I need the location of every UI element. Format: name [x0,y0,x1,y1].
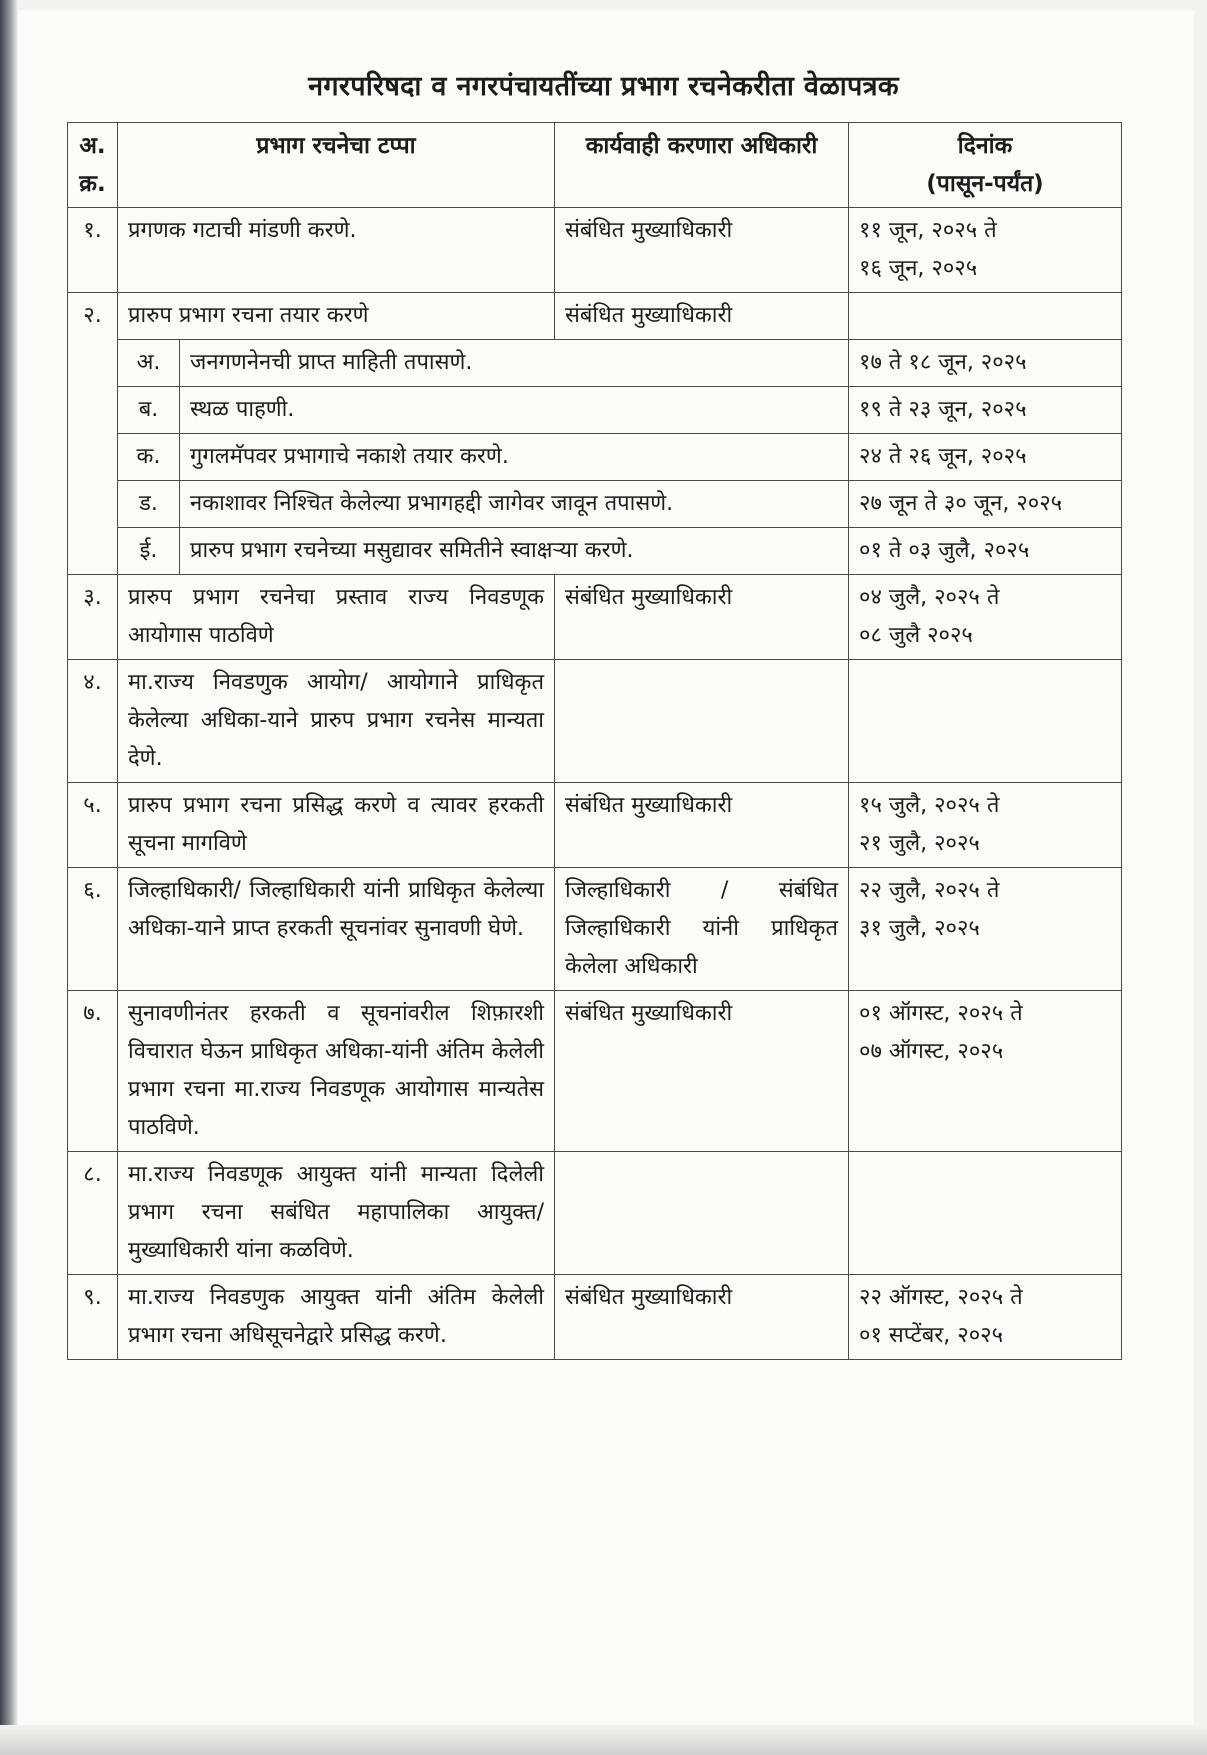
table-row [68,868,1122,991]
document-title: नगरपरिषदा व नगरपंचायतींच्या प्रभाग रचनेकरीता वेळापत्रक [308,71,899,102]
table-row [68,575,1122,660]
row-stage: प्रारुप प्रभाग रचनेचा प्रस्ताव राज्य निवडणूक आयोगास पाठविणे [118,575,555,660]
header-serial-line2: क्र. [79,171,106,197]
table-row [68,1275,1122,1360]
sub-row-text: स्थळ पाहणी. [180,387,849,434]
table-row [68,1152,1122,1275]
sub-row-date: २७ जून ते ३० जून, २०२५ [849,481,1122,528]
schedule-table [67,122,1122,1360]
date-from: १५ जुलै, २०२५ ते [859,793,1000,818]
row-stage: प्रारुप प्रभाग रचना तयार करणे [118,293,555,340]
row-officer: संबंधित मुख्याधिकारी [555,783,849,868]
sub-row-letter: अ. [118,340,180,387]
sub-row [68,481,1122,528]
row-stage: मा.राज्य निवडणुक आयोग/ आयोगाने प्राधिकृत केलेल्या अधिका-याने प्रारुप प्रभाग रचनेस मान्यता देणे. [118,660,555,783]
table-row [68,293,1122,340]
row-stage: जिल्हाधिकारी/ जिल्हाधिकारी यांनी प्राधिकृत केलेल्या अधिका-याने प्राप्त हरकती सूचनांवर सुनावणी घेणे. [118,868,555,991]
date-to: ०७ ऑगस्ट, २०२५ [859,1039,1004,1064]
row-stage: सुनावणीनंतर हरकती व सूचनांवरील शिफ़ारशी विचारात घेऊन प्राधिकृत अधिका-यांनी अंतिम केलेली प्रभाग रचना मा.राज्य निवडणूक आयोगास मान्यतेस पाठविणे. [118,991,555,1152]
row-date [849,660,1122,783]
sub-row-text: गुगलमॅपवर प्रभागाचे नकाशे तयार करणे. [180,434,849,481]
row-serial: ७. [68,991,118,1152]
row-serial: ८. [68,1152,118,1275]
sub-row [68,434,1122,481]
row-officer: संबंधित मुख्याधिकारी [555,293,849,340]
header-stage: प्रभाग रचनेचा टप्पा [118,123,555,208]
row-date [849,575,1122,660]
date-from: ११ जून, २०२५ ते [859,218,997,243]
header-officer: कार्यवाही करणारा अधिकारी [555,123,849,208]
date-to: २१ जुलै, २०२५ [859,831,980,856]
sub-row-letter: क. [118,434,180,481]
sub-row-letter: ड. [118,481,180,528]
row-serial: ३. [68,575,118,660]
header-date-line2: (पासून-पर्यंत) [926,171,1044,197]
sub-row-text: जनगणनेनची प्राप्त माहिती तपासणे. [180,340,849,387]
row-date [849,868,1122,991]
date-to: ०१ सप्टेंबर, २०२५ [859,1323,1004,1348]
sub-row-letter: ई. [118,528,180,575]
row-officer: संबंधित मुख्याधिकारी [555,208,849,293]
header-serial [68,123,118,208]
row-date [849,783,1122,868]
row-date [849,1275,1122,1360]
scan-edge-shadow [0,0,18,1755]
row-officer: संबंधित मुख्याधिकारी [555,575,849,660]
row-officer [555,660,849,783]
row-officer [555,1152,849,1275]
sub-row-date: १९ ते २३ जून, २०२५ [849,387,1122,434]
row-stage: प्रारुप प्रभाग रचना प्रसिद्ध करणे व त्यावर हरकती सूचना मागविणे [118,783,555,868]
sub-row-date: १७ ते १८ जून, २०२५ [849,340,1122,387]
sub-row-date: २४ ते २६ जून, २०२५ [849,434,1122,481]
row-officer: संबंधित मुख्याधिकारी [555,991,849,1152]
header-serial-line1: अ. [79,133,106,159]
row-serial: ९. [68,1275,118,1360]
table-row [68,991,1122,1152]
date-to: १६ जून, २०२५ [859,256,978,281]
row-date [849,1152,1122,1275]
sub-row [68,528,1122,575]
row-date [849,991,1122,1152]
date-from: ०४ जुलै, २०२५ ते [859,585,1000,610]
date-from: २२ ऑगस्ट, २०२५ ते [859,1285,1023,1310]
row-serial: ५. [68,783,118,868]
row-serial: ४. [68,660,118,783]
date-from: २२ जुलै, २०२५ ते [859,878,1000,903]
row-officer: संबंधित मुख्याधिकारी [555,1275,849,1360]
table-row [68,208,1122,293]
row-stage: मा.राज्य निवडणुक आयुक्त यांनी अंतिम केलेली प्रभाग रचना अधिसूचनेद्वारे प्रसिद्ध करणे. [118,1275,555,1360]
date-to: ३१ जुलै, २०२५ [859,916,980,941]
table-header-row [68,123,1122,208]
date-from: ०१ ऑगस्ट, २०२५ ते [859,1001,1023,1026]
table-row [68,783,1122,868]
row-date [849,208,1122,293]
scan-bottom-shadow [0,1725,1207,1755]
sub-row-text: नकाशावर निश्चित केलेल्या प्रभागहद्दी जागेवर जावून तपासणे. [180,481,849,528]
row-stage: मा.राज्य निवडणूक आयुक्त यांनी मान्यता दिलेली प्रभाग रचना सबंधित महापालिका आयुक्त/ मुख्याधिकारी यांना कळविणे. [118,1152,555,1275]
sub-row-letter: ब. [118,387,180,434]
row-serial: २. [68,293,118,575]
row-serial: ६. [68,868,118,991]
date-to: ०८ जुलै २०२५ [859,623,973,648]
row-date [849,293,1122,340]
row-officer: जिल्हाधिकारी / संबंधित जिल्हाधिकारी यांनी प्राधिकृत केलेला अधिकारी [555,868,849,991]
sub-row-date: ०१ ते ०३ जुलै, २०२५ [849,528,1122,575]
sub-row-text: प्रारुप प्रभाग रचनेच्या मसुद्यावर समितीने स्वाक्षऱ्या करणे. [180,528,849,575]
header-date [849,123,1122,208]
sub-row [68,340,1122,387]
row-serial: १. [68,208,118,293]
row-stage: प्रगणक गटाची मांडणी करणे. [118,208,555,293]
header-date-line1: दिनांक [957,133,1013,159]
table-row [68,660,1122,783]
sub-row [68,387,1122,434]
